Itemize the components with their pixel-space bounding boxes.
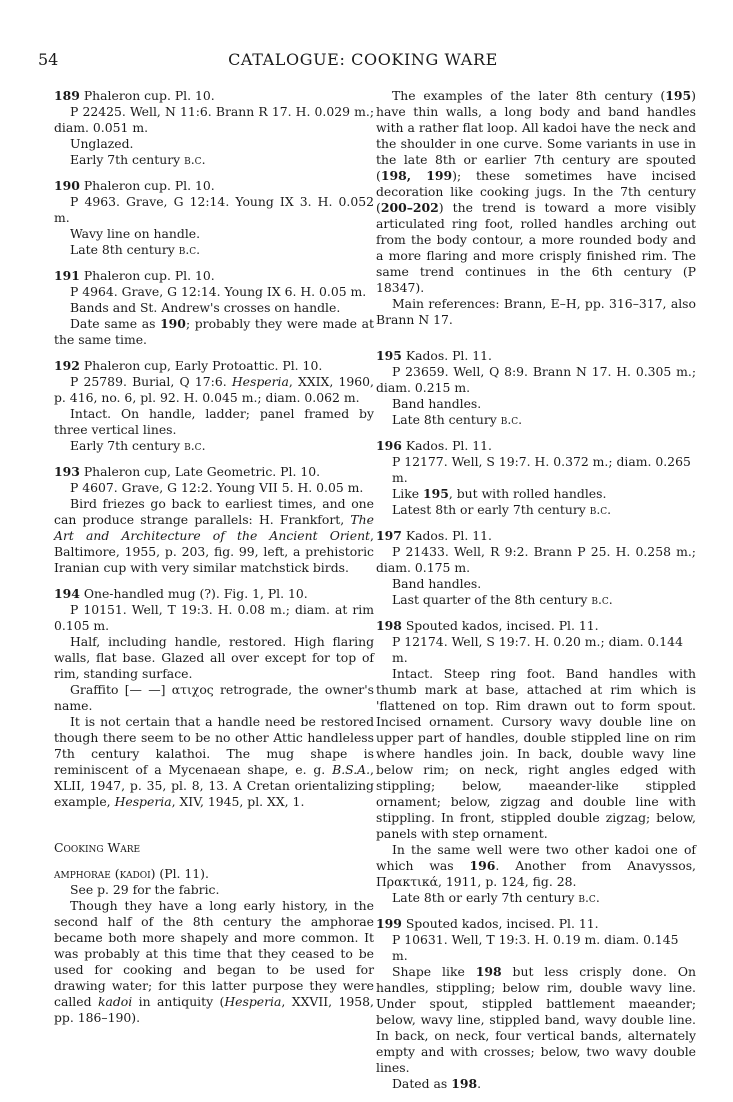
entry-date: Date same as 190; probably they were made at the same time. [54, 316, 374, 347]
entry-heading: Phaleron cup, Early Protoattic. Pl. 10. [79, 358, 323, 373]
entry-199 [376, 916, 696, 1092]
page-number: 54 [38, 50, 59, 69]
entry-heading: Phaleron cup. Pl. 10. [79, 178, 215, 193]
page-title: CATALOGUE: COOKING WARE [228, 50, 498, 69]
entry-date: Late 8th century b.c. [70, 242, 201, 257]
entry-date: Latest 8th or early 7th century b.c. [392, 502, 612, 517]
fabric-reference: See p. 29 for the fabric. [70, 882, 220, 897]
entry-197 [376, 528, 696, 608]
entry-190 [54, 178, 374, 258]
entry-date: Early 7th century b.c. [70, 152, 206, 167]
entry-number: 191 [54, 268, 80, 283]
entry-text: Wavy line on handle. [70, 226, 201, 241]
main-references: Main references: Brann, E–H, pp. 316–317, also Brann N 17. [376, 296, 696, 327]
entry-text: Bands and St. Andrew's crosses on handle. [70, 300, 341, 315]
entry-note: It is not certain that a handle need be restored though there seem to be no other Attic handleless 7th century kalathoi. The mug shape is reminiscent of a Mycenaean shape, e. g. B.S.A., XLII, 1947, p. 35, pl. 8, 13. A Cretan orientalizing example, Hesperia, XIV, 1945, pl. XX, 1. [54, 714, 374, 809]
entry-number: 198 [376, 618, 402, 633]
page-header [38, 50, 688, 74]
entry-heading: Kados. Pl. 11. [401, 438, 492, 453]
entry-text: Intact. Steep ring foot. Band handles with thumb mark at base, attached at rim which is 'flattened on top. Rim drawn out to form spout. Incised ornament. Cursory wavy double line on upper part of handles, double stippled line on rim where handles join. In back, double wavy line below rim; on neck, right angles edged with stippling; below, maeander-like stippled ornament; below, zigzag and double line with stippling. In front, stippled double zigzag; below, panels with step ornament. [376, 666, 696, 841]
entry-number: 197 [376, 528, 402, 543]
entry-number: 196 [376, 438, 402, 453]
entry-193 [54, 464, 374, 576]
entry-194 [54, 586, 374, 810]
entry-text: Like 195, but with rolled handles. [392, 486, 607, 501]
right-column [376, 88, 696, 1102]
entry-graffito: Graffito [— —] ατιχος retrograde, the owner's name. [54, 682, 374, 713]
entry-196 [376, 438, 696, 518]
entry-number: 193 [54, 464, 80, 479]
entry-heading: Kados. Pl. 11. [401, 528, 492, 543]
section-heading: Cooking Ware [54, 840, 141, 855]
entry-191 [54, 268, 374, 348]
entry-text: Intact. On handle, ladder; panel framed by three vertical lines. [54, 406, 374, 437]
entry-heading: Kados. Pl. 11. [401, 348, 492, 363]
entry-189 [54, 88, 374, 168]
entry-195 [376, 348, 696, 428]
entry-text: Band handles. [392, 576, 482, 591]
entry-date: Late 8th century b.c. [392, 412, 523, 427]
amphorae-text: Though they have a long early history, in the second half of the 8th century the amphorae became both more shapely and more common. It was probably at this time that they ceased to be used for cooking and began to be used for drawing water; for this latter purpose they were called kadoi in antiquity (Hesperia, XXVII, 1958, pp. 186–190). [54, 898, 374, 1025]
entry-heading: Phaleron cup. Pl. 10. [79, 268, 215, 283]
entry-192 [54, 358, 374, 454]
entry-text: Shape like 198 but less crisply done. On handles, stippling; below rim, double wavy line. Under spout, stippled battlement maeander; below, wavy line, stippled band, wavy double line. In back, on neck, four vertical bands, alternately empty and with crosses; below, two wavy double lines. [376, 964, 696, 1075]
entry-inventory: P 25789. Burial, Q 17:6. Hesperia, XXIX, 1960, p. 416, no. 6, pl. 92. H. 0.045 m.; diam. 0.062 m. [54, 374, 374, 405]
entry-number: 192 [54, 358, 80, 373]
entry-text: Bird friezes go back to earliest times, and one can produce strange parallels: H. Frankfort, The Art and Architecture of the Ancient Orient, Baltimore, 1955, p. 203, fig. 99, left, a prehistoric Iranian cup with very similar matchstick birds. [54, 496, 374, 575]
entry-inventory: P 10151. Well, T 19:3. H. 0.08 m.; diam. at rim 0.105 m. [54, 602, 374, 633]
entry-date: Last quarter of the 8th century b.c. [392, 592, 613, 607]
entry-text: Unglazed. [70, 136, 134, 151]
entry-inventory: P 23659. Well, Q 8:9. Brann N 17. H. 0.305 m.; diam. 0.215 m. [376, 364, 696, 395]
entry-heading: Phaleron cup, Late Geometric. Pl. 10. [79, 464, 321, 479]
entry-number: 189 [54, 88, 80, 103]
entry-date: Dated as 198. [392, 1076, 482, 1091]
kadoi-discussion [376, 88, 696, 328]
entry-inventory: P 21433. Well, R 9:2. Brann P 25. H. 0.258 m.; diam. 0.175 m. [376, 544, 696, 575]
discussion-text: The examples of the later 8th century (195) have thin walls, a long body and band handles with a rather flat loop. All kadoi have the neck and the shoulder in one curve. Some variants in use in the late 8th or earlier 7th century are spouted (198, 199); these sometimes have incised decoration like cooking jugs. In the 7th century (200–202) the trend is toward a more visibly articulated ring foot, rolled handles arching out from the body contour, a more rounded body and a more flaring and more crisply finished rim. The same trend continues in the 6th century (P 18347). [376, 88, 696, 295]
subsection-heading: amphorae (kadoi) [54, 866, 156, 881]
entry-heading: Spouted kados, incised. Pl. 11. [401, 916, 599, 931]
entry-heading: Phaleron cup. Pl. 10. [79, 88, 215, 103]
entry-heading: One-handled mug (?). Fig. 1, Pl. 10. [79, 586, 308, 601]
entry-number: 199 [376, 916, 402, 931]
entry-inventory: P 12174. Well, S 19:7. H. 0.20 m.; diam. 0.144 m. [392, 634, 683, 665]
entry-number: 190 [54, 178, 80, 193]
entry-number: 194 [54, 586, 80, 601]
amphorae-intro: amphorae (kadoi) (Pl. 11). See p. 29 for the fabric. Though they have a long early history, in the second half of the 8th century the amphorae became both more shapely and more common. It was probably at this time that they ceased to be used for cooking and began to be used for drawing water; for this latter purpose they were called kadoi in antiquity (Hesperia, XXVII, 1958, pp. 186–190). [54, 866, 374, 1025]
entry-198 [376, 618, 696, 906]
entry-inventory: P 4607. Grave, G 12:2. Young VII 5. H. 0.05 m. [70, 480, 364, 495]
left-column [54, 88, 374, 1026]
entry-date: Early 7th century b.c. [70, 438, 206, 453]
entry-date: Late 8th or early 7th century b.c. [392, 890, 600, 905]
entry-inventory: P 4963. Grave, G 12:14. Young IX 3. H. 0.052 m. [54, 194, 374, 225]
entry-inventory: P 12177. Well, S 19:7. H. 0.372 m.; diam. 0.265 m. [392, 454, 691, 485]
entry-note: In the same well were two other kadoi one of which was 196. Another from Anavyssos, Πρακτικά, 1911, p. 124, fig. 28. [376, 842, 697, 889]
entry-inventory: P 22425. Well, N 11:6. Brann R 17. H. 0.029 m.; diam. 0.051 m. [54, 104, 374, 135]
entry-text: Band handles. [392, 396, 482, 411]
entry-inventory: P 10631. Well, T 19:3. H. 0.19 m. diam. 0.145 m. [392, 932, 679, 963]
entry-text: Half, including handle, restored. High flaring walls, flat base. Glazed all over except for top of rim, standing surface. [54, 634, 374, 681]
entry-heading: Spouted kados, incised. Pl. 11. [401, 618, 599, 633]
entry-number: 195 [376, 348, 402, 363]
entry-inventory: P 4964. Grave, G 12:14. Young IX 6. H. 0.05 m. [70, 284, 367, 299]
